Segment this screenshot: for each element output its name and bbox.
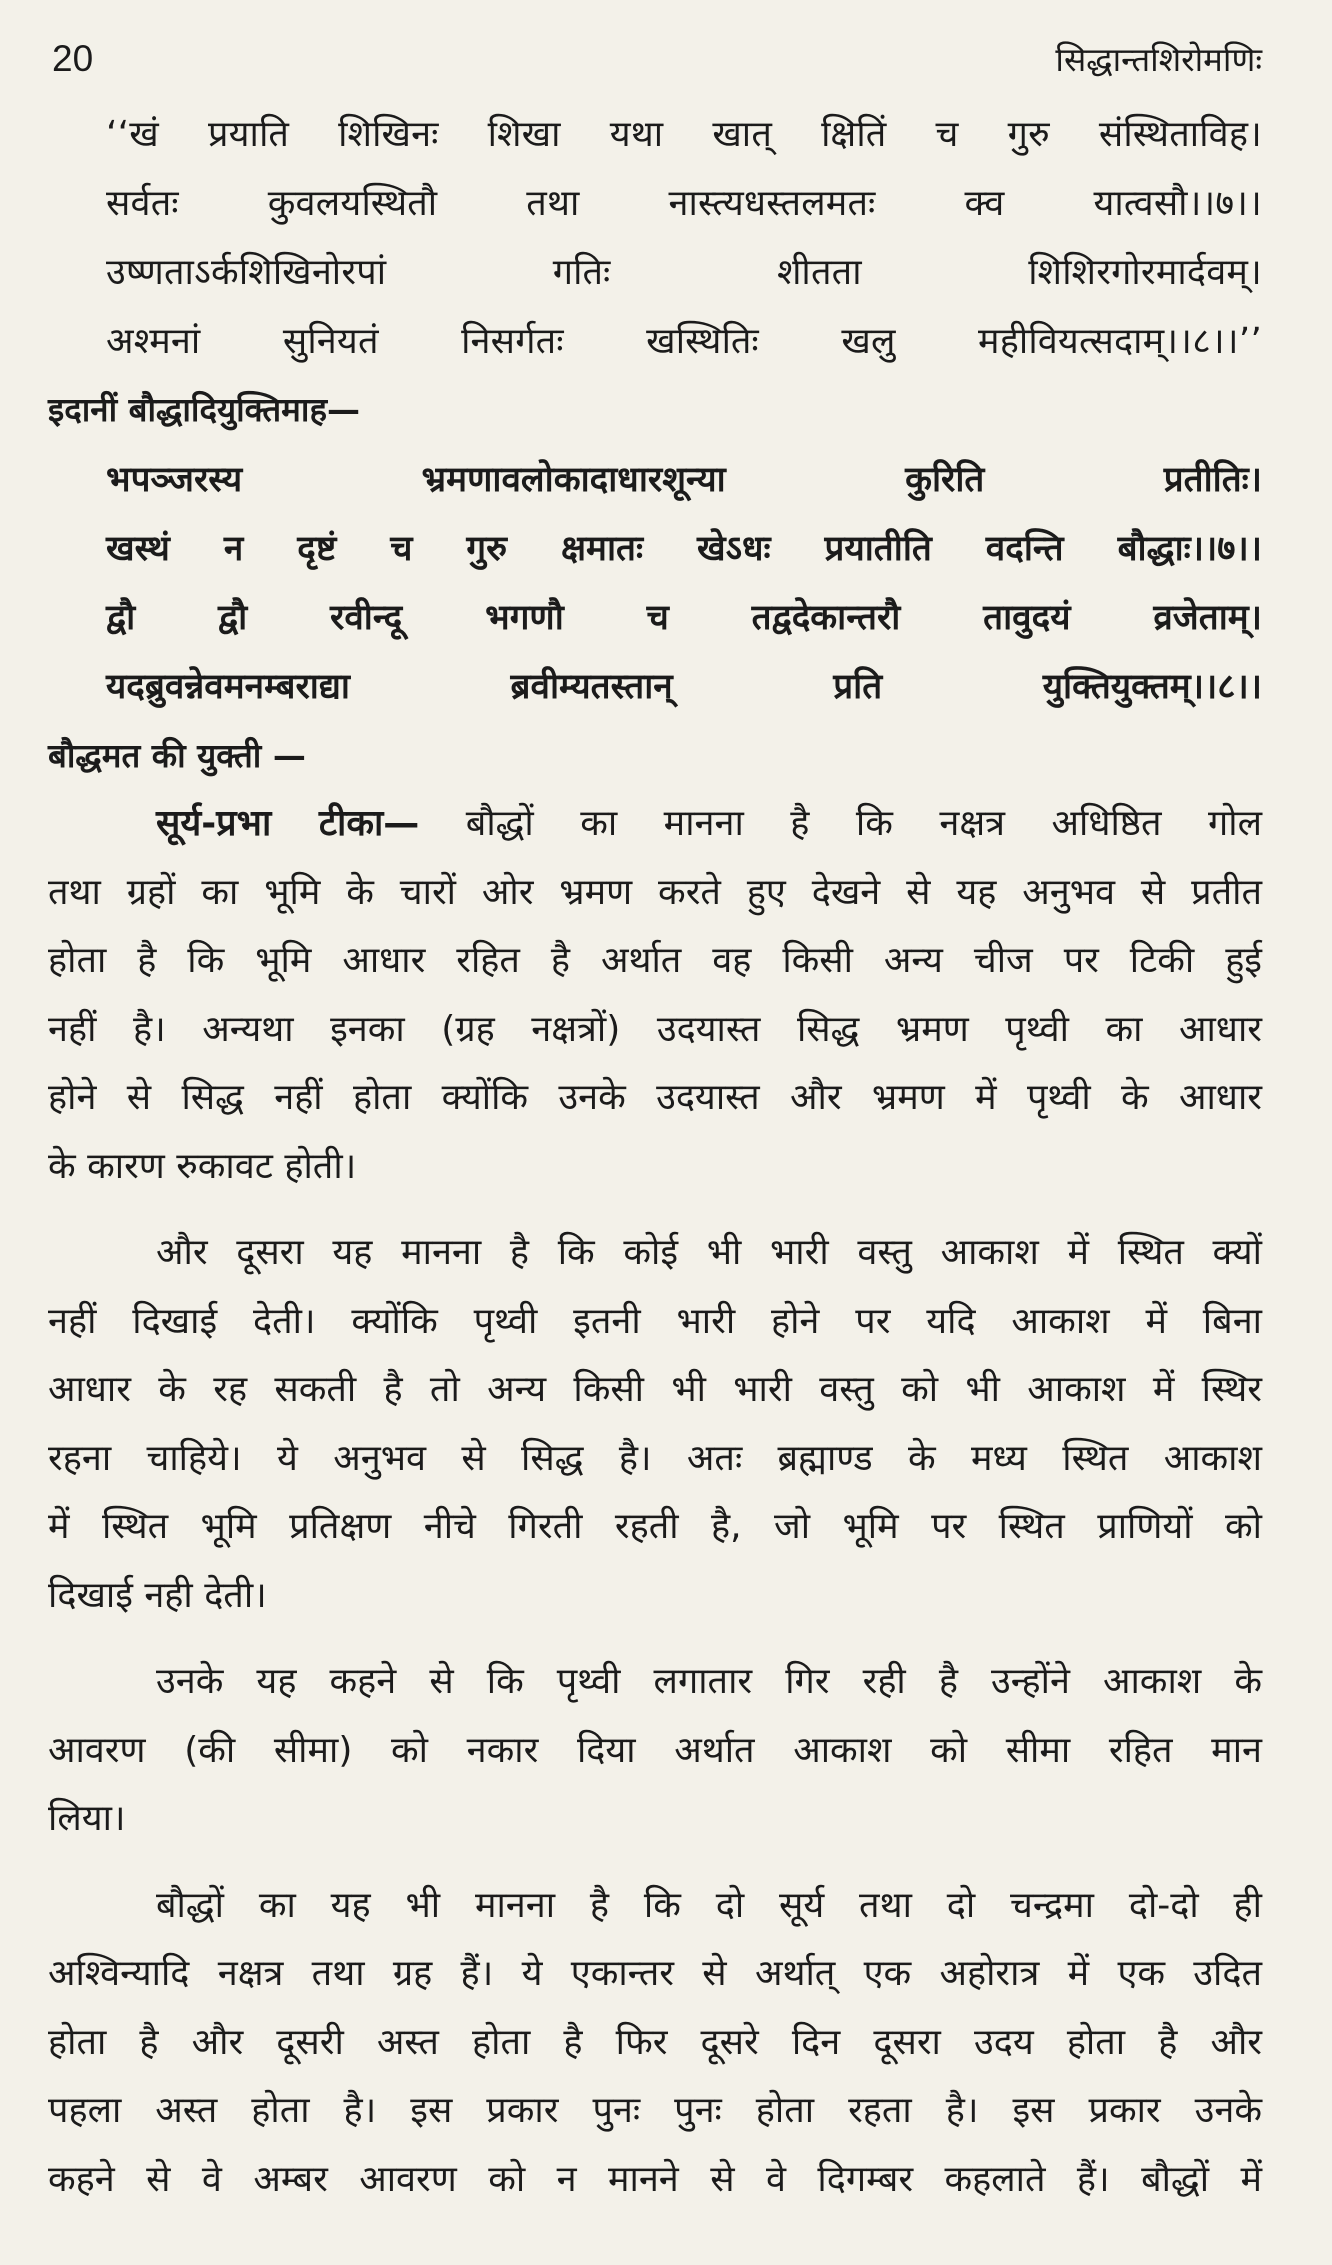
section-heading-buddhist-argument: बौद्धमत की युक्ती — bbox=[48, 736, 306, 775]
paragraph-line: पहला अस्त होता है। इस प्रकार पुनः पुनः होता रहता है। इस प्रकार उनके bbox=[48, 2090, 1262, 2131]
paragraph-line: अश्विन्यादि नक्षत्र तथा ग्रह हैं। ये एकान्तर से अर्थात् एक अहोरात्र में एक उदित bbox=[48, 1953, 1262, 1994]
paragraph-line: लिया। bbox=[48, 1798, 126, 1839]
paragraph-line: दिखाई नही देती। bbox=[48, 1574, 267, 1616]
verse-line: खस्थं न दृष्टं च गुरु क्षमातः खेऽधः प्रयातीति वदन्ति बौद्धाः।।७।। bbox=[106, 529, 1262, 569]
commentary-paragraph bbox=[48, 790, 1262, 1201]
paragraph-line: कहने से वे अम्बर आवरण को न मानने से वे दिगम्बर कहलाते हैं। बौद्धों में bbox=[48, 2158, 1262, 2200]
paragraph-line: रहना चाहिये। ये अनुभव से सिद्ध है। अतः ब्रह्माण्ड के मध्य स्थित आकाश bbox=[48, 1437, 1262, 1479]
page-header bbox=[48, 36, 1262, 98]
paragraph-line: आधार के रह सकती है तो अन्य किसी भी भारी वस्तु को भी आकाश में स्थिर bbox=[48, 1369, 1262, 1410]
commentary-paragraph bbox=[48, 1872, 1262, 2215]
verse-line: यदब्रुवन्नेवमनम्बराद्या ब्रवीम्यतस्तान् प्रति युक्तियुक्तम्।।८।। bbox=[106, 667, 1262, 707]
paragraph-line: होता है कि भूमि आधार रहित है अर्थात वह किसी अन्य चीज पर टिकी हुई bbox=[48, 940, 1262, 981]
paragraph-line: नहीं है। अन्यथा इनका (ग्रह नक्षत्रों) उदयास्त सिद्ध भ्रमण पृथ्वी का आधार bbox=[48, 1008, 1262, 1050]
paragraph-line: और दूसरा यह मानना है कि कोई भी भारी वस्तु आकाश में स्थित क्यों bbox=[156, 1232, 1262, 1273]
verse-line: अश्मनां सुनियतं निसर्गतः खस्थितिः खलु महीवियत्सदाम्।।८।।’’ bbox=[106, 321, 1262, 362]
paragraph-line: तथा ग्रहों का भूमि के चारों ओर भ्रमण करते हुए देखने से यह अनुभव से प्रतीत bbox=[48, 871, 1262, 913]
commentary-paragraph bbox=[48, 1648, 1262, 1854]
paragraph-line: नहीं दिखाई देती। क्योंकि पृथ्वी इतनी भारी होने पर यदि आकाश में बिना bbox=[48, 1300, 1262, 1342]
commentary-title: सूर्य-प्रभा टीका— bbox=[156, 803, 420, 844]
main-verse bbox=[48, 446, 1262, 722]
section-heading-introduction: इदानीं बौद्धादियुक्तिमाह— bbox=[48, 390, 360, 429]
page-number: 20 bbox=[52, 38, 94, 79]
verse-line: ‘‘खं प्रयाति शिखिनः शिखा यथा खात् क्षितिं च गुरु संस्थिताविह। bbox=[106, 114, 1262, 155]
paragraph-line: सूर्य-प्रभा टीका— बौद्धों का मानना है कि नक्षत्र अधिष्ठित गोल bbox=[156, 803, 1262, 844]
verse-line: भपञ्जरस्य भ्रमणावलोकादाधारशून्या कुरिति प्रतीतिः। bbox=[106, 460, 1262, 500]
paragraph-line: होता है और दूसरी अस्त होता है फिर दूसरे दिन दूसरा उदय होता है और bbox=[48, 2021, 1262, 2063]
paragraph-line: बौद्धों का यह भी मानना है कि दो सूर्य तथा दो चन्द्रमा दो-दो ही bbox=[156, 1884, 1262, 1926]
running-title: सिद्धान्तशिरोमणिः bbox=[1055, 40, 1262, 79]
paragraph-line: उनके यह कहने से कि पृथ्वी लगातार गिर रही है उन्होंने आकाश के bbox=[156, 1661, 1262, 1702]
quoted-verse bbox=[48, 100, 1262, 376]
paragraph-line: में स्थित भूमि प्रतिक्षण नीचे गिरती रहती है, जो भूमि पर स्थित प्राणियों को bbox=[48, 1506, 1262, 1547]
paragraph-line: के कारण रुकावट होती। bbox=[48, 1145, 357, 1187]
commentary-paragraph bbox=[48, 1219, 1262, 1630]
verse-line: द्वौ द्वौ रवीन्दू भगणौ च तद्वदेकान्तरौ तावुदयं व्रजेताम्। bbox=[106, 598, 1262, 638]
verse-line: सर्वतः कुवलयस्थितौ तथा नास्त्यधस्तलमतः क्व यात्वसौ।।७।। bbox=[106, 183, 1262, 224]
verse-line: उष्णताऽर्कशिखिनोरपां गतिः शीतता शिशिरगोरमार्दवम्। bbox=[106, 252, 1262, 293]
paragraph-line: आवरण (की सीमा) को नकार दिया अर्थात आकाश को सीमा रहित मान bbox=[48, 1729, 1262, 1771]
paragraph-line: होने से सिद्ध नहीं होता क्योंकि उनके उदयास्त और भ्रमण में पृथ्वी के आधार bbox=[48, 1077, 1262, 1118]
